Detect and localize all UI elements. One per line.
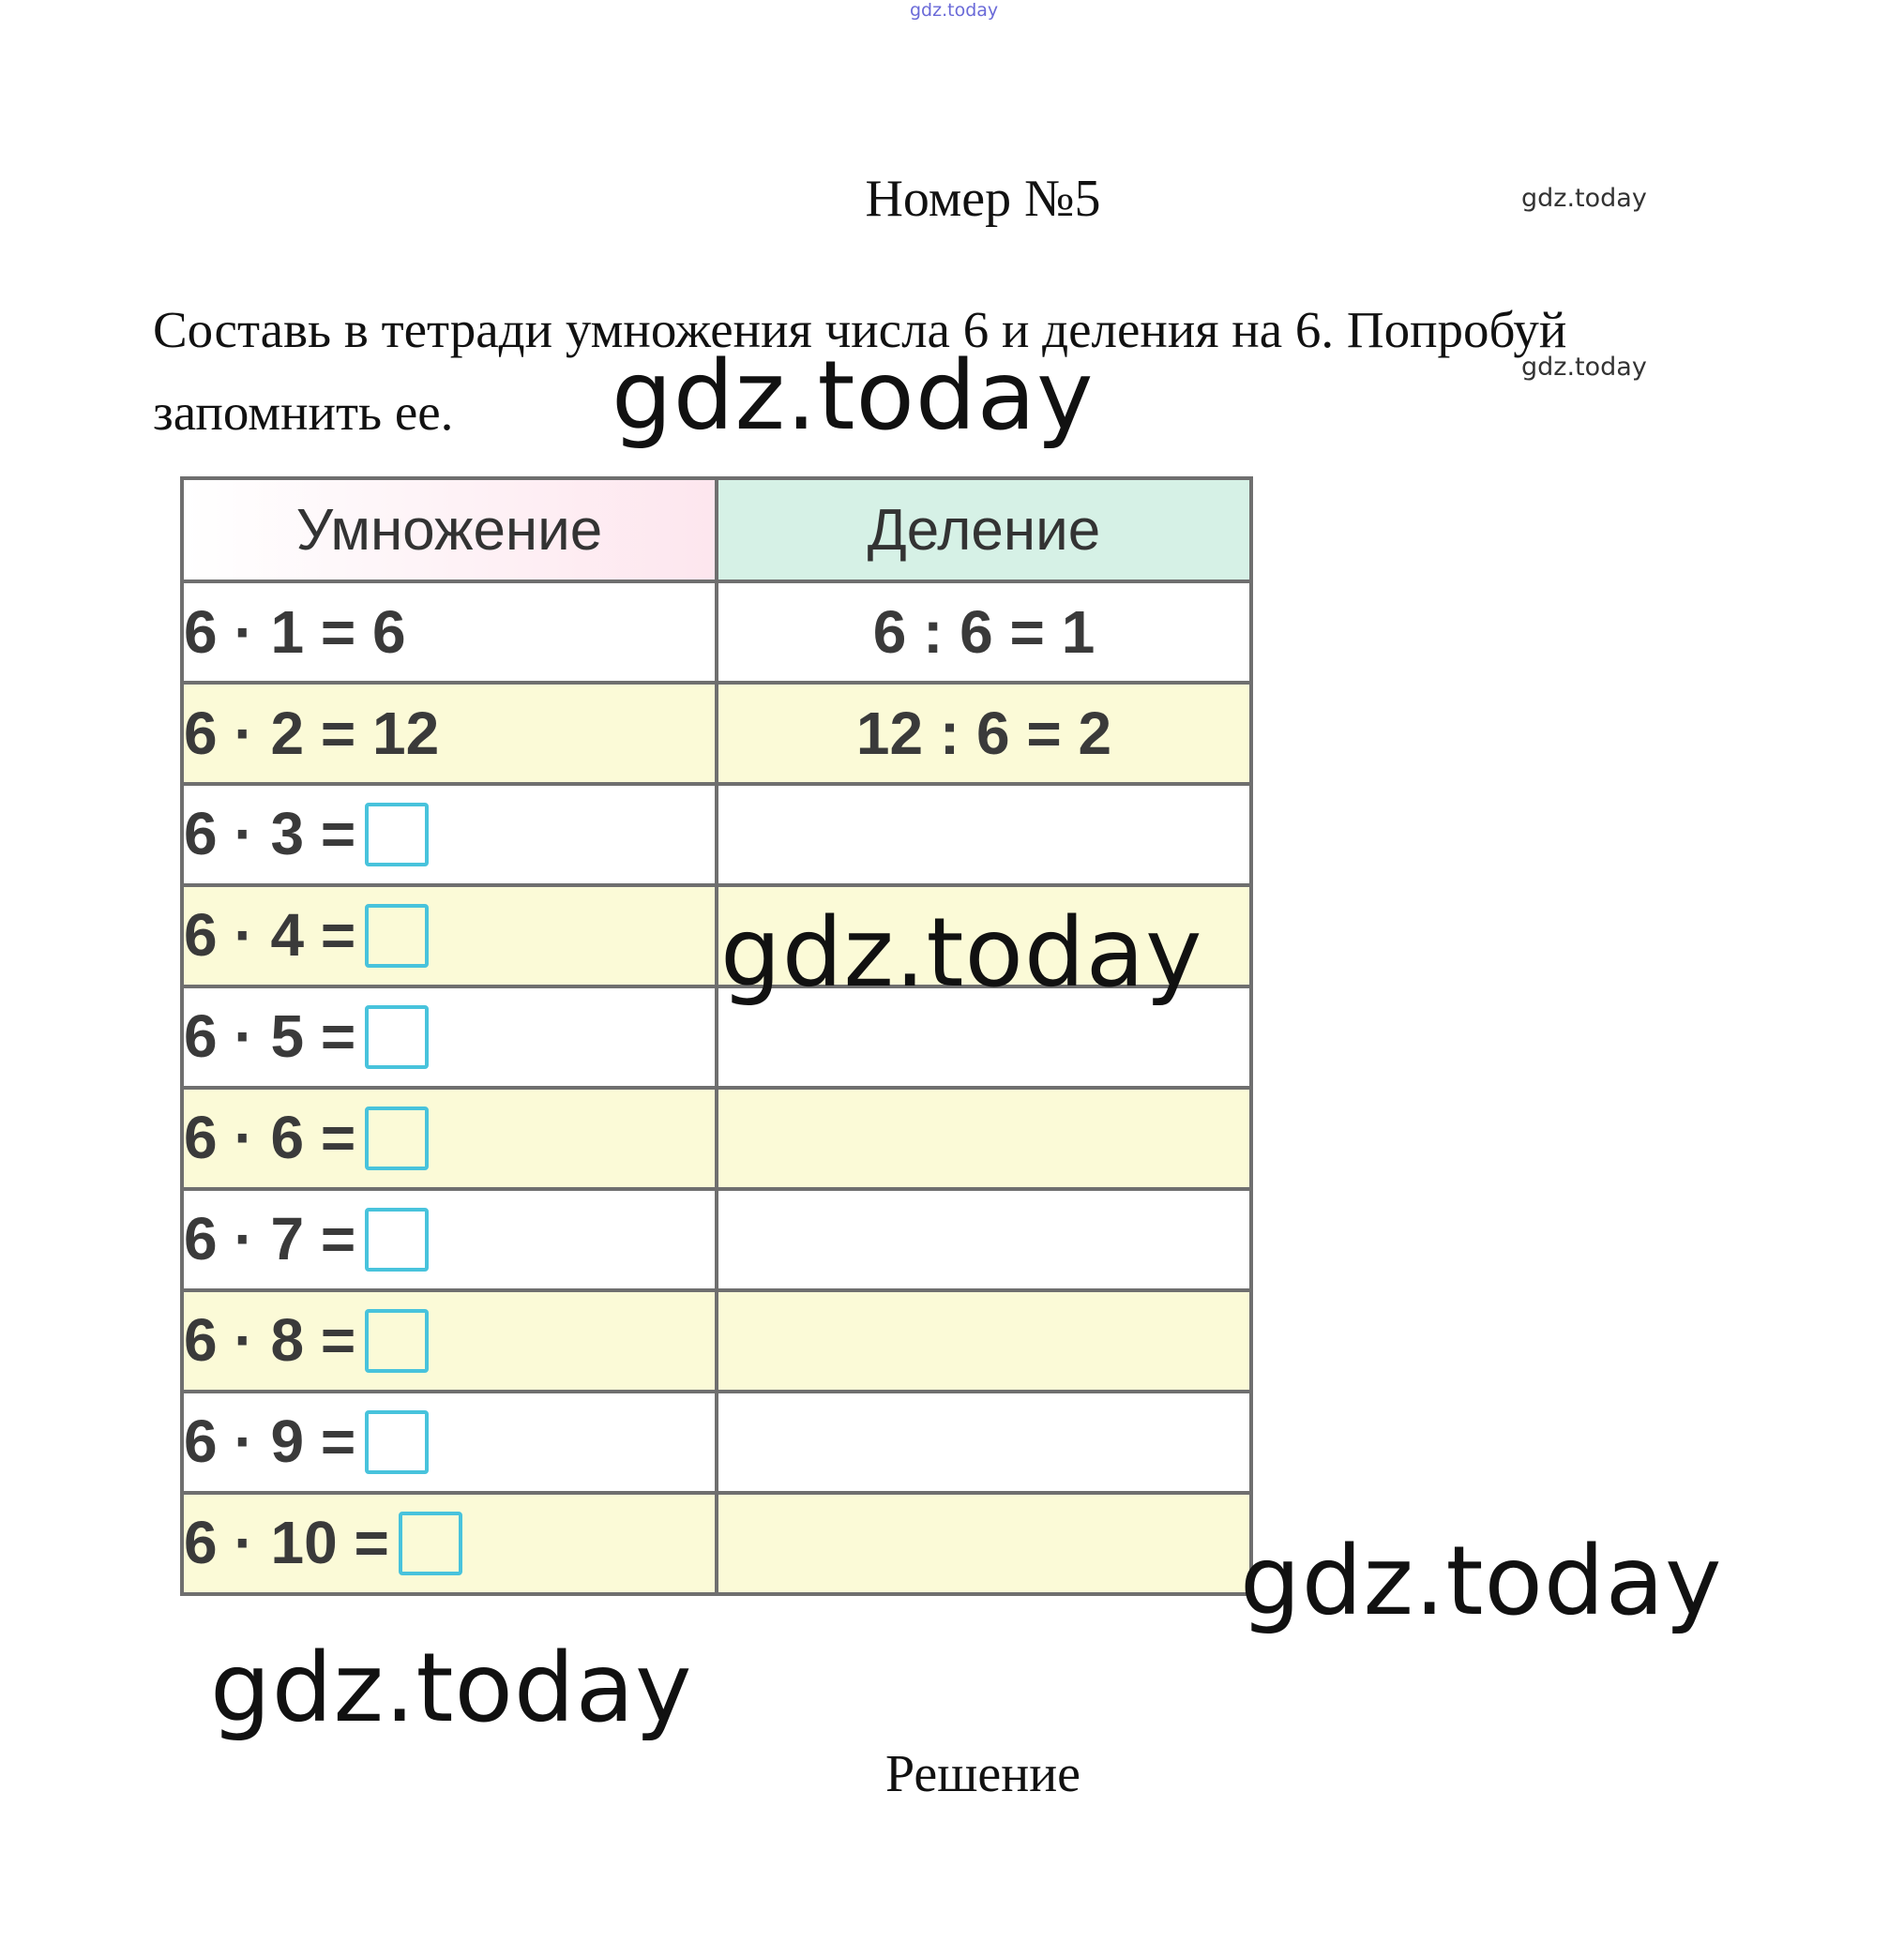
multiplication-cell: [182, 1392, 717, 1493]
division-cell: [717, 1290, 1251, 1392]
multiplication-cell: [182, 784, 717, 885]
answer-box: [365, 803, 429, 866]
solution-label: Решение: [884, 1745, 1081, 1803]
division-cell: [717, 784, 1251, 885]
multiplication-expression: 6 · 7 =: [184, 1204, 356, 1272]
header-multiplication: Умножение: [182, 478, 717, 581]
task-text: Составь в тетради умножения числа 6 и деления на 6. Попробуй запомнить ее.: [153, 301, 1567, 441]
multiplication-cell: [182, 581, 717, 683]
answer-box: [365, 1106, 429, 1170]
answer-box: [365, 1410, 429, 1474]
multiplication-expression: 6 · 10 =: [184, 1508, 389, 1576]
table-row: [182, 1493, 1251, 1594]
answer-box: [365, 1005, 429, 1069]
table-body: [182, 581, 1251, 1594]
multiplication-expression: 6 · 2 = 12: [184, 700, 440, 767]
multiplication-division-table: [180, 476, 1253, 1596]
multiplication-expression: 6 · 8 =: [184, 1305, 356, 1374]
multiplication-expression: 6 · 5 =: [184, 1001, 356, 1070]
table-row: [182, 1290, 1251, 1392]
answer-box: [365, 1309, 429, 1373]
division-cell: [717, 1189, 1251, 1290]
division-cell: [717, 1088, 1251, 1189]
multiplication-cell: [182, 1189, 717, 1290]
multiplication-expression: 6 · 6 =: [184, 1103, 356, 1171]
division-cell: 6 : 6 = 1: [717, 581, 1251, 683]
header-division: Деление: [717, 478, 1251, 581]
watermark-large-3: gdz.today: [1240, 1526, 1723, 1637]
multiplication-cell: [182, 1088, 717, 1189]
table-row: [182, 1088, 1251, 1189]
page-title: Номер №5: [865, 170, 1101, 228]
multiplication-cell: [182, 1493, 717, 1594]
multiplication-cell: [182, 683, 717, 784]
multiplication-expression: 6 · 9 =: [184, 1407, 356, 1475]
watermark-large-4: gdz.today: [210, 1633, 693, 1744]
answer-box: [365, 1208, 429, 1272]
table-row: [182, 1392, 1251, 1493]
watermark-large-2: gdz.today: [720, 897, 1203, 1009]
division-cell: [717, 1392, 1251, 1493]
watermark-small-2: gdz.today: [1521, 353, 1647, 382]
table-row: [182, 581, 1251, 683]
answer-box: [399, 1512, 462, 1575]
multiplication-expression: 6 · 3 =: [184, 799, 356, 867]
multiplication-cell: [182, 986, 717, 1088]
multiplication-expression: 6 · 1 = 6: [184, 598, 406, 666]
multiplication-expression: 6 · 4 =: [184, 900, 356, 969]
watermark-large-1: gdz.today: [612, 340, 1095, 452]
table-row: [182, 1189, 1251, 1290]
multiplication-cell: [182, 1290, 717, 1392]
table-row: [182, 683, 1251, 784]
division-cell: 12 : 6 = 2: [717, 683, 1251, 784]
answer-box: [365, 904, 429, 968]
table-row: [182, 784, 1251, 885]
watermark-small-1: gdz.today: [1521, 184, 1647, 213]
multiplication-cell: [182, 885, 717, 986]
watermark-top: gdz.today: [910, 0, 999, 21]
division-cell: [717, 1493, 1251, 1594]
